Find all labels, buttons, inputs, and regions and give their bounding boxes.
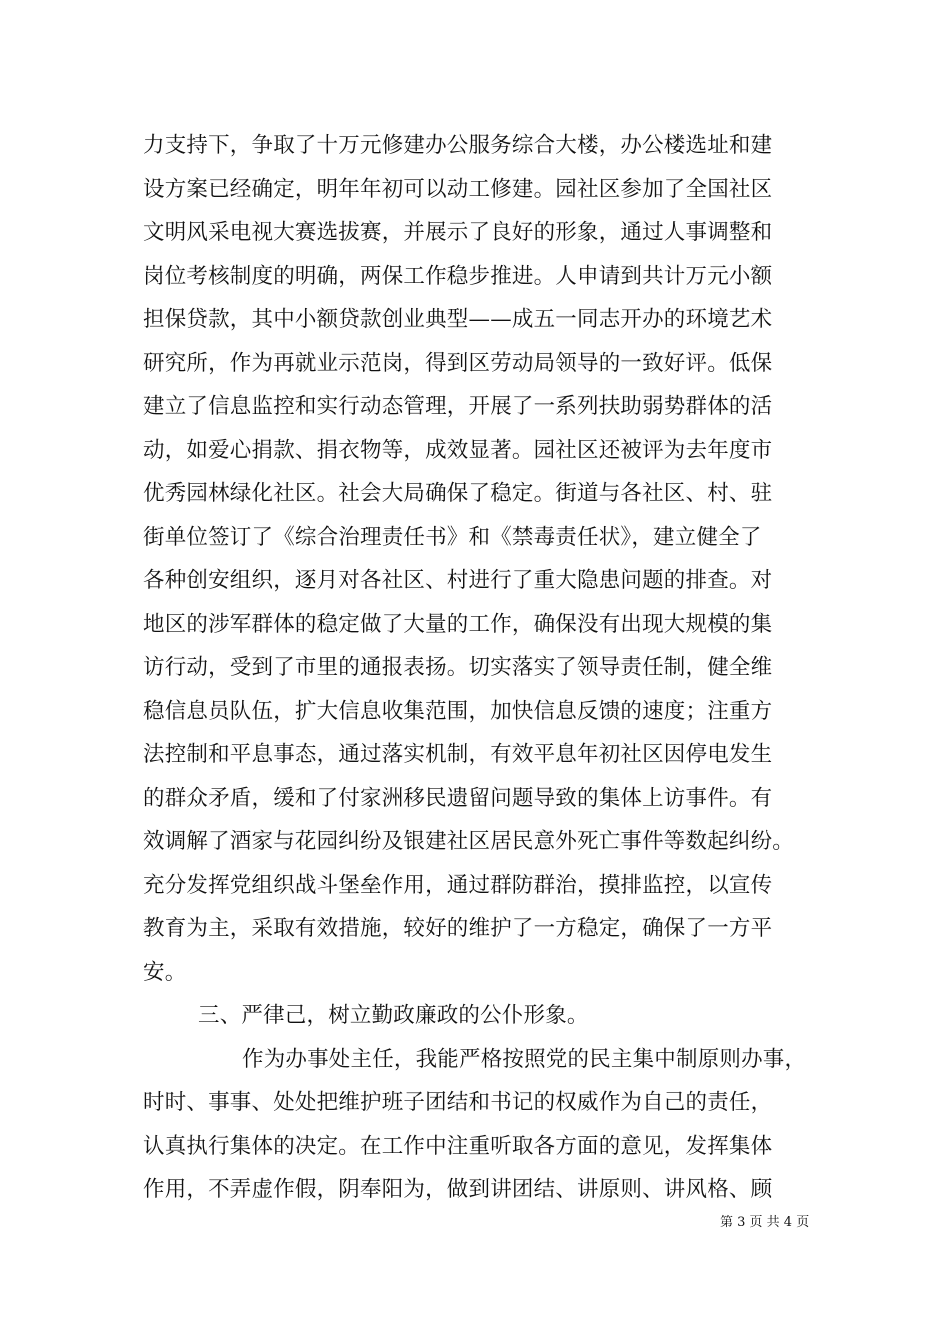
paragraph-line: 充分发挥党组织战斗堡垒作用，通过群防群治，摸排监控，以宣传 <box>143 873 773 898</box>
paragraph-line: 地区的涉军群体的稳定做了大量的工作，确保没有出现大规模的集 <box>143 612 773 637</box>
paragraph-line: 文明风采电视大赛选拔赛，并展示了良好的形象，通过人事调整和 <box>143 220 773 245</box>
paragraph-line: 研究所，作为再就业示范岗，得到区劳动局领导的一致好评。低保 <box>143 351 773 376</box>
section-heading: 三、严律己，树立勤政廉政的公仆形象。 <box>198 1003 589 1028</box>
paragraph-line: 效调解了酒家与花园纠纷及银建社区居民意外死亡事件等数起纠纷。 <box>143 829 795 854</box>
paragraph-line: 作为办事处主任，我能严格按照党的民主集中制原则办事， <box>242 1047 807 1072</box>
paragraph-line: 各种创安组织，逐月对各社区、村进行了重大隐患问题的排查。对 <box>143 568 773 593</box>
paragraph-line: 作用，不弄虚作假，阴奉阳为，做到讲团结、讲原则、讲风格、顾 <box>143 1177 773 1202</box>
paragraph-line: 设方案已经确定，明年年初可以动工修建。园社区参加了全国社区 <box>143 177 773 202</box>
paragraph-line: 街单位签订了《综合治理责任书》和《禁毒责任状》，建立健全了 <box>143 525 762 550</box>
paragraph-line: 认真执行集体的决定。在工作中注重听取各方面的意见，发挥集体 <box>143 1134 773 1159</box>
paragraph-line: 教育为主，采取有效措施，较好的维护了一方稳定，确保了一方平 <box>143 916 773 941</box>
paragraph-line: 岗位考核制度的明确，两保工作稳步推进。人申请到共计万元小额 <box>143 264 773 289</box>
paragraph-line: 建立了信息监控和实行动态管理，开展了一系列扶助弱势群体的活 <box>143 394 773 419</box>
paragraph-line: 力支持下，争取了十万元修建办公服务综合大楼，办公楼选址和建 <box>143 133 773 158</box>
paragraph-line: 动，如爱心捐款、捐衣物等，成效显著。园社区还被评为去年度市 <box>143 438 773 463</box>
paragraph-line: 安。 <box>143 960 187 985</box>
paragraph-line: 时时、事事、处处把维护班子团结和书记的权威作为自己的责任， <box>143 1090 773 1115</box>
paragraph-line: 的群众矛盾，缓和了付家洲移民遗留问题导致的集体上访事件。有 <box>143 786 773 811</box>
paragraph-line: 稳信息员队伍，扩大信息收集范围，加快信息反馈的速度；注重方 <box>143 699 773 724</box>
paragraph-line: 法控制和平息事态，通过落实机制，有效平息年初社区因停电发生 <box>143 742 773 767</box>
paragraph-line: 担保贷款，其中小额贷款创业典型——成五一同志开办的环境艺术 <box>143 307 773 332</box>
page-number-footer: 第 3 页 共 4 页 <box>720 1215 810 1230</box>
paragraph-line: 访行动，受到了市里的通报表扬。切实落实了领导责任制，健全维 <box>143 655 773 680</box>
paragraph-line: 优秀园林绿化社区。社会大局确保了稳定。街道与各社区、村、驻 <box>143 481 773 506</box>
